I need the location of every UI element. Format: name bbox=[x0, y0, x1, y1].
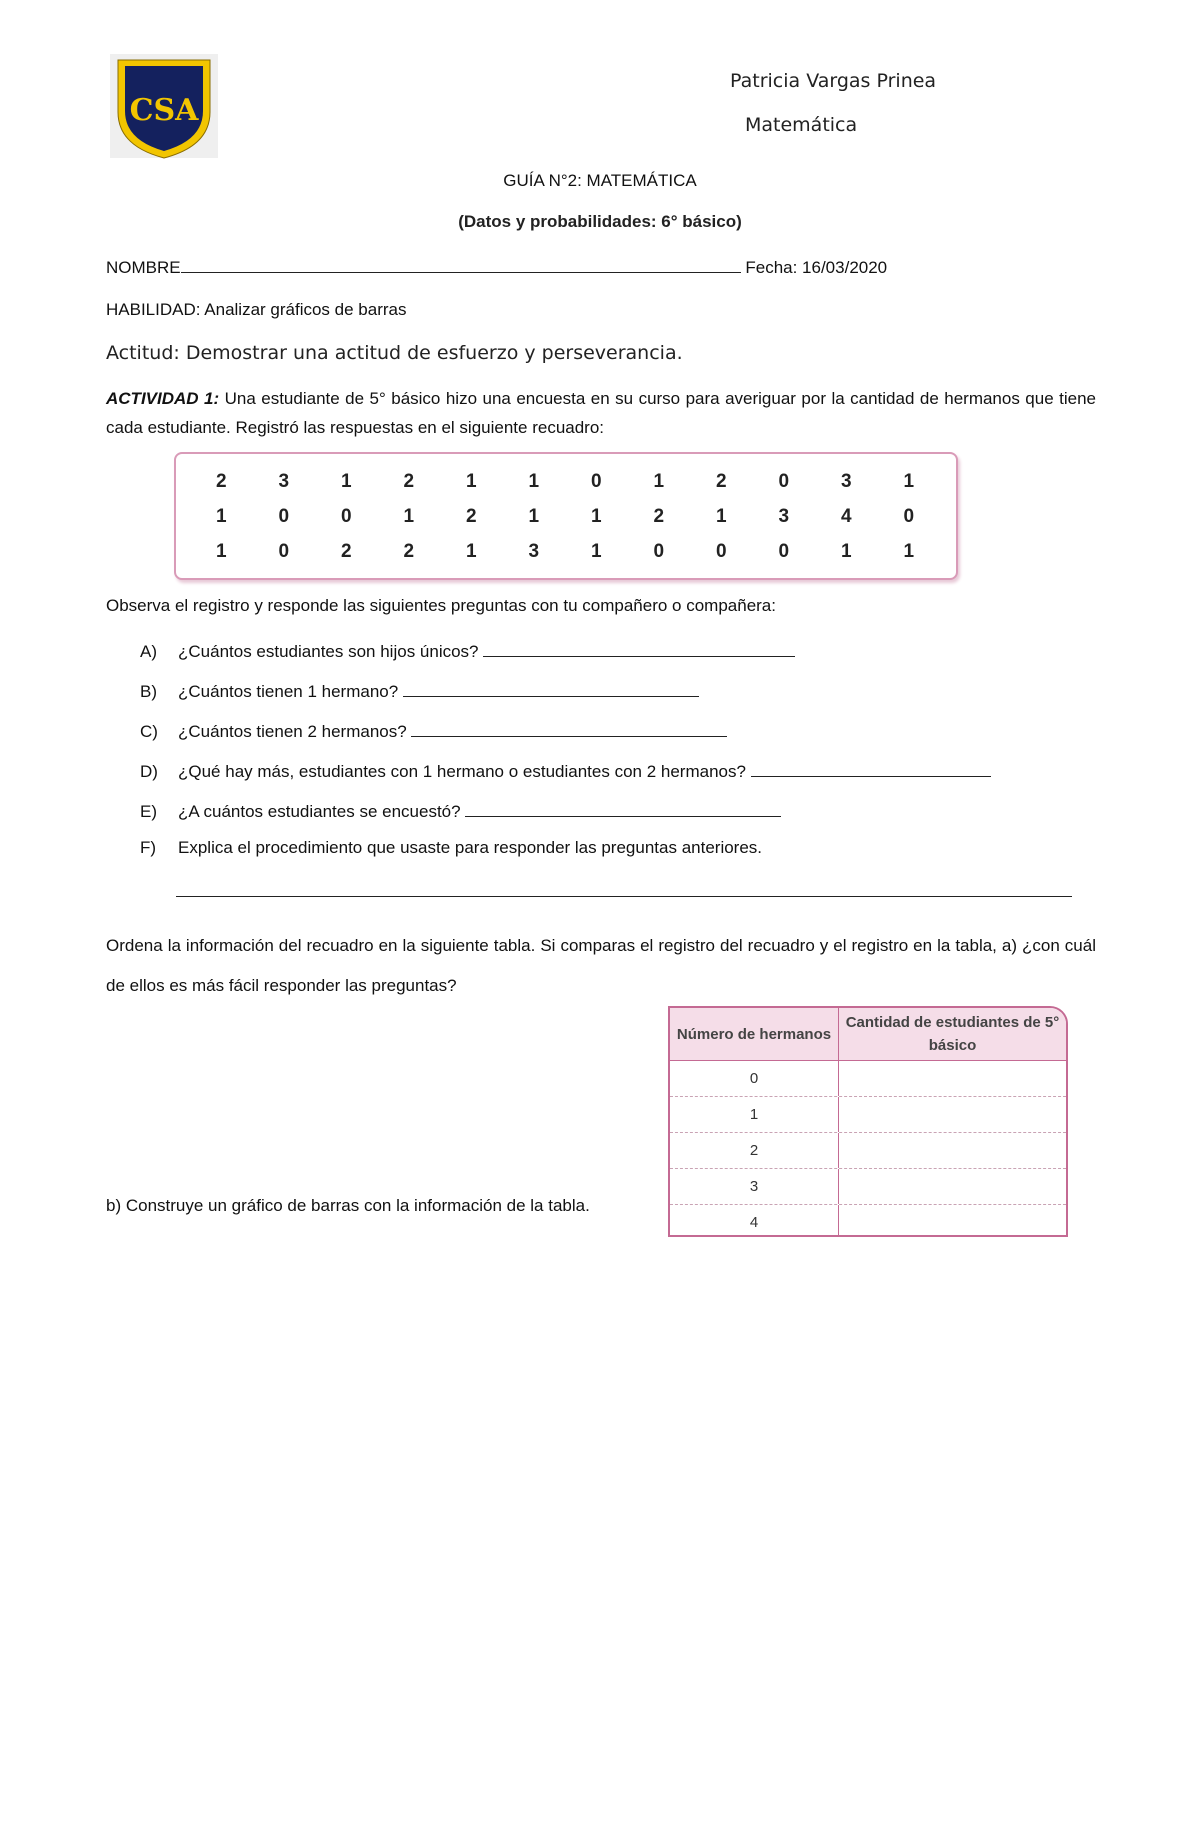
data-cell: 1 bbox=[528, 506, 540, 527]
table-row bbox=[670, 1097, 1066, 1133]
data-cell: 2 bbox=[215, 471, 227, 492]
skill-label: HABILIDAD: bbox=[106, 300, 201, 319]
data-cell: 0 bbox=[778, 471, 790, 492]
table-row bbox=[670, 1169, 1066, 1205]
school-crest-icon bbox=[110, 54, 218, 162]
data-cell: 0 bbox=[590, 471, 602, 492]
question-a bbox=[140, 638, 795, 662]
data-cell: 2 bbox=[653, 506, 665, 527]
data-cell: 3 bbox=[778, 506, 790, 527]
data-cell: 1 bbox=[903, 541, 915, 562]
question-letter: C) bbox=[140, 722, 158, 741]
answer-blank[interactable] bbox=[483, 638, 795, 657]
data-cell: 0 bbox=[653, 541, 665, 562]
guide-topic: (Datos y probabilidades: 6° básico) bbox=[458, 212, 742, 231]
data-cell: 1 bbox=[590, 506, 602, 527]
question-text: ¿A cuántos estudiantes se encuestó? bbox=[178, 802, 466, 821]
name-label: NOMBRE bbox=[106, 258, 181, 277]
data-cell: 1 bbox=[465, 471, 477, 492]
data-cell: 1 bbox=[340, 471, 352, 492]
date-text: Fecha: 16/03/2020 bbox=[745, 258, 888, 277]
logo-text: CSA bbox=[129, 93, 199, 128]
question-text: ¿Cuántos tienen 1 hermano? bbox=[178, 682, 403, 701]
order-paragraph: Ordena la información del recuadro en la siguiente tabla. Si comparas el registro del recuadro y el registro en la tabla, a) ¿con cuál de ellos es más fácil responder las preguntas? bbox=[106, 936, 1096, 995]
data-cell: 2 bbox=[403, 541, 415, 562]
question-c bbox=[140, 718, 727, 742]
activity-paragraph bbox=[106, 384, 1096, 442]
siblings-value: 3 bbox=[670, 1169, 839, 1204]
siblings-value: 2 bbox=[670, 1133, 839, 1168]
data-cell: 1 bbox=[528, 471, 540, 492]
table-row bbox=[670, 1061, 1066, 1097]
count-cell[interactable] bbox=[839, 1169, 1066, 1204]
answer-blank[interactable] bbox=[403, 678, 699, 697]
data-cell: 2 bbox=[340, 541, 352, 562]
question-text: ¿Cuántos estudiantes son hijos únicos? bbox=[178, 642, 484, 661]
question-text: Explica el procedimiento que usaste para responder las preguntas anteriores. bbox=[178, 838, 763, 857]
school-logo bbox=[110, 54, 218, 162]
activity-label: ACTIVIDAD 1: bbox=[106, 389, 220, 408]
header-students: Cantidad de estudiantes de 5° básico bbox=[845, 1014, 1060, 1054]
siblings-value: 4 bbox=[670, 1205, 839, 1237]
data-cell: 1 bbox=[590, 541, 602, 562]
data-cell: 1 bbox=[903, 471, 915, 492]
siblings-value: 1 bbox=[670, 1097, 839, 1132]
question-d bbox=[140, 758, 991, 782]
name-blank[interactable] bbox=[181, 254, 741, 273]
attitude-line: Actitud: Demostrar una actitud de esfuerzo y perseverancia. bbox=[106, 342, 683, 364]
data-cell: 0 bbox=[903, 506, 915, 527]
question-letter: E) bbox=[140, 802, 157, 821]
header-siblings: Número de hermanos bbox=[670, 1008, 839, 1060]
answer-blank[interactable] bbox=[465, 798, 781, 817]
data-cell: 3 bbox=[840, 471, 852, 492]
guide-title: GUÍA N°2: MATEMÁTICA bbox=[503, 171, 697, 190]
question-text: ¿Qué hay más, estudiantes con 1 hermano o estudiantes con 2 hermanos? bbox=[178, 762, 751, 781]
count-cell[interactable] bbox=[839, 1205, 1066, 1237]
question-letter: D) bbox=[140, 762, 158, 781]
data-cell: 0 bbox=[278, 506, 290, 527]
survey-data-grid bbox=[190, 464, 940, 569]
answer-blank[interactable] bbox=[411, 718, 727, 737]
teacher-name: Patricia Vargas Prinea bbox=[730, 70, 937, 92]
count-cell[interactable] bbox=[839, 1061, 1066, 1096]
survey-data-box bbox=[174, 452, 958, 580]
answer-blank[interactable] bbox=[751, 758, 991, 777]
question-letter: F) bbox=[140, 838, 157, 857]
data-cell: 0 bbox=[715, 541, 727, 562]
data-cell: 1 bbox=[465, 541, 477, 562]
table-row bbox=[670, 1133, 1066, 1169]
part-b-text: b) Construye un gráfico de barras con la información de la tabla. bbox=[106, 1196, 590, 1215]
table-row bbox=[670, 1205, 1066, 1237]
data-cell: 1 bbox=[715, 506, 727, 527]
data-cell: 3 bbox=[278, 471, 290, 492]
data-cell: 1 bbox=[653, 471, 665, 492]
question-f bbox=[140, 838, 762, 858]
count-cell[interactable] bbox=[839, 1097, 1066, 1132]
data-cell: 1 bbox=[215, 506, 227, 527]
siblings-value: 0 bbox=[670, 1061, 839, 1096]
data-cell: 1 bbox=[840, 541, 852, 562]
student-name-line bbox=[106, 254, 887, 278]
table-header bbox=[670, 1008, 1066, 1061]
subject-name: Matemática bbox=[745, 114, 858, 136]
question-e bbox=[140, 798, 781, 822]
data-cell: 2 bbox=[715, 471, 727, 492]
explanation-blank[interactable] bbox=[176, 878, 1072, 897]
data-cell: 1 bbox=[403, 506, 415, 527]
question-b bbox=[140, 678, 699, 702]
data-cell: 1 bbox=[215, 541, 227, 562]
question-text: ¿Cuántos tienen 2 hermanos? bbox=[178, 722, 412, 741]
data-cell: 0 bbox=[340, 506, 352, 527]
data-cell: 2 bbox=[465, 506, 477, 527]
activity-text: Una estudiante de 5° básico hizo una encuesta en su curso para averiguar por la cantidad de hermanos que tiene cada estudiante. Registró las respuestas en el siguiente recuadro: bbox=[106, 389, 1096, 437]
skill-line bbox=[106, 300, 406, 320]
data-cell: 2 bbox=[403, 471, 415, 492]
data-cell: 4 bbox=[840, 506, 852, 527]
siblings-table bbox=[668, 1006, 1068, 1237]
question-letter: B) bbox=[140, 682, 157, 701]
question-letter: A) bbox=[140, 642, 157, 661]
data-cell: 3 bbox=[528, 541, 540, 562]
data-cell: 0 bbox=[778, 541, 790, 562]
count-cell[interactable] bbox=[839, 1133, 1066, 1168]
instruction-text: Observa el registro y responde las siguientes preguntas con tu compañero o compañera: bbox=[106, 596, 776, 615]
data-cell: 0 bbox=[278, 541, 290, 562]
skill-text: Analizar gráficos de barras bbox=[200, 300, 407, 319]
